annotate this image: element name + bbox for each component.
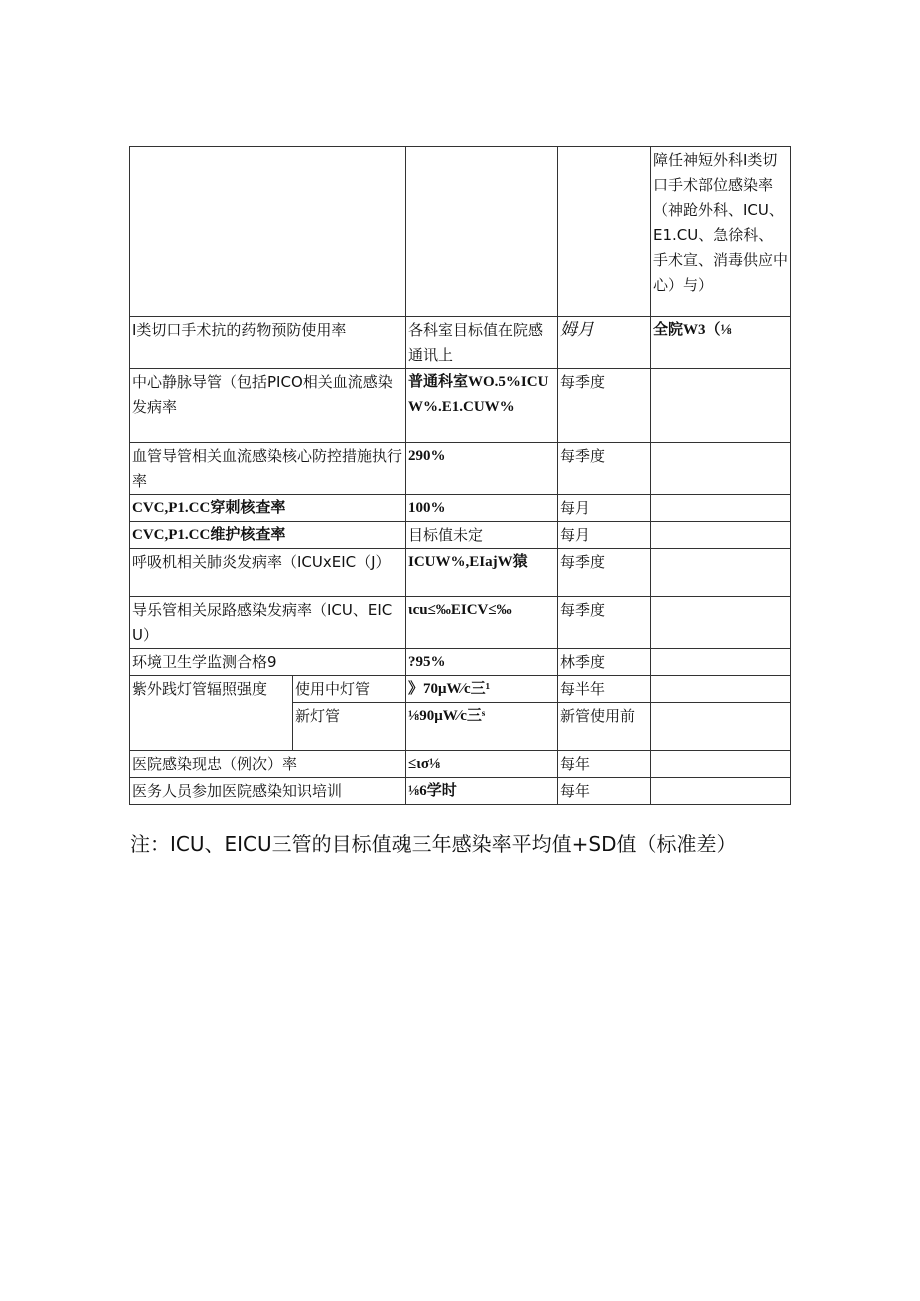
remark-cell <box>651 751 791 778</box>
remark-cell <box>651 549 791 597</box>
target-cell: 各科室目标值在院感通讯上 <box>406 317 558 369</box>
target-cell: 100% <box>406 495 558 522</box>
table-row <box>130 317 791 369</box>
indicator-cell: 紫外践灯管辐照强度 <box>130 676 293 751</box>
table-row <box>130 676 791 703</box>
remark-cell <box>651 649 791 676</box>
table-row <box>130 443 791 495</box>
table-row <box>130 369 791 443</box>
indicator-cell <box>130 147 406 317</box>
frequency-cell: 新管使用前 <box>558 703 651 751</box>
target-cell: 290% <box>406 443 558 495</box>
indicator-cell: 环境卫生学监测合格9 <box>130 649 406 676</box>
indicator-cell: 血管导管相关血流感染核心防控措施执行率 <box>130 443 406 495</box>
indicator-cell: CVC,P1.CC穿刺核查率 <box>130 495 406 522</box>
frequency-cell: 每季度 <box>558 369 651 443</box>
frequency-cell: 每月 <box>558 522 651 549</box>
frequency-cell: 姆月 <box>558 317 651 369</box>
table-row <box>130 751 791 778</box>
remark-cell <box>651 703 791 751</box>
target-cell: ιcu≤‰EICV≤‰ <box>406 597 558 649</box>
frequency-cell: 每年 <box>558 778 651 805</box>
remark-cell <box>651 597 791 649</box>
table-row <box>130 147 791 317</box>
indicator-cell: 医院感染现忠（例次）率 <box>130 751 406 778</box>
remark-cell <box>651 443 791 495</box>
table-row <box>130 778 791 805</box>
target-cell: ?95% <box>406 649 558 676</box>
table-row <box>130 522 791 549</box>
frequency-cell: 每年 <box>558 751 651 778</box>
remark-cell <box>651 522 791 549</box>
remark-cell <box>651 495 791 522</box>
frequency-cell: 林季度 <box>558 649 651 676</box>
target-cell: 目标值未定 <box>406 522 558 549</box>
remark-cell <box>651 676 791 703</box>
remark-cell <box>651 778 791 805</box>
frequency-cell: 每月 <box>558 495 651 522</box>
target-cell <box>406 147 558 317</box>
sub-indicator-cell: 新灯管 <box>293 703 406 751</box>
remark-cell: 全院W3（⅛ <box>651 317 791 369</box>
table-row <box>130 495 791 522</box>
target-cell: 普通科室WO.5%ICUW%.E1.CUW% <box>406 369 558 443</box>
target-cell: ICUW%,EIajW猿 <box>406 549 558 597</box>
indicator-cell: I类切口手术抗的药物预防使用率 <box>130 317 406 369</box>
frequency-cell: 每季度 <box>558 443 651 495</box>
frequency-cell: 每半年 <box>558 676 651 703</box>
target-cell: 》70μW∕c三¹ <box>406 676 558 703</box>
target-cell: ≤ισ⅛ <box>406 751 558 778</box>
remark-cell: 障任神短外科I类切口手术部位感染率（神跄外科、ICU、E1.CU、急徐科、手术宣、消毒供应中心）与） <box>651 147 791 317</box>
table-row <box>130 649 791 676</box>
target-cell: ⅛90μW∕c三ˢ <box>406 703 558 751</box>
infection-indicator-table <box>129 146 791 805</box>
table-row <box>130 549 791 597</box>
indicator-cell: 呼吸机相关肺炎发病率（ICUxEIC（J） <box>130 549 406 597</box>
indicator-cell: 中心静脉导管（包括PICO相关血流感染发病率 <box>130 369 406 443</box>
frequency-cell <box>558 147 651 317</box>
indicator-cell: 导乐管相关尿路感染发病率（ICU、EICU） <box>130 597 406 649</box>
indicator-cell: 医务人员参加医院感染知识培训 <box>130 778 406 805</box>
sub-indicator-cell: 使用中灯管 <box>293 676 406 703</box>
frequency-cell: 每季度 <box>558 597 651 649</box>
footnote: 注：ICU、EICU三管的目标值魂三年感染率平均值+SD值（标准差） <box>130 832 737 856</box>
indicator-cell: CVC,P1.CC维护核查率 <box>130 522 406 549</box>
target-cell: ⅛6学时 <box>406 778 558 805</box>
remark-cell <box>651 369 791 443</box>
frequency-cell: 每季度 <box>558 549 651 597</box>
table-row <box>130 597 791 649</box>
